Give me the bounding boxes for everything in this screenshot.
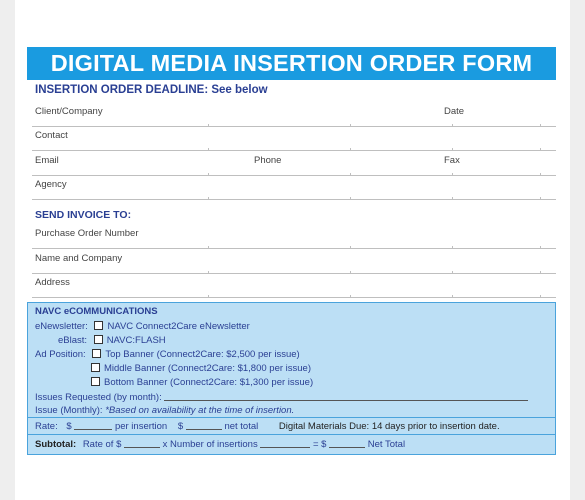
divider [28,417,555,418]
send-invoice-heading: SEND INVOICE TO: [35,209,132,221]
subtotal-net-label: Net Total [367,439,406,450]
row-tick [208,246,209,249]
ecomm-heading: NAVC eCOMMUNICATIONS [35,306,158,317]
subtotal-equals: = $ [312,439,327,450]
name-company-label: Name and Company [35,253,123,264]
address-row[interactable] [32,274,556,298]
row-tick [540,246,541,249]
per-insertion-label: per insertion [114,421,168,432]
row-tick [540,197,541,200]
top-banner-option: Top Banner (Connect2Care: $2,500 per issue) [105,349,300,360]
issues-requested-label: Issues Requested (by month): [35,392,162,403]
eblast-option: NAVC:FLASH [106,335,166,346]
row-tick [208,295,209,298]
subtotal-insertions-field[interactable] [260,439,310,448]
name-company-row[interactable] [32,250,556,274]
contact-row[interactable] [32,127,556,151]
rate-field[interactable] [74,421,112,430]
digital-due-text: Digital Materials Due: 14 days prior to insertion date. [278,421,500,432]
date-label: Date [444,106,465,117]
subtotal-line [35,439,405,450]
form-title: DIGITAL MEDIA INSERTION ORDER FORM [27,47,556,80]
client-row[interactable] [32,103,556,127]
phone-label: Phone [254,155,282,166]
rate-dollar-2: $ [177,421,184,432]
net-total-field[interactable] [186,421,222,430]
rate-label: Rate: [35,421,58,432]
row-tick [452,246,453,249]
subtotal-insertions-label: x Number of insertions [162,439,258,450]
eblast-label: eBlast: [58,335,88,346]
issue-monthly-line [35,405,294,416]
rate-dollar: $ [66,421,72,432]
enewsletter-option: NAVC Connect2Care eNewsletter [107,321,250,332]
po-row[interactable] [32,225,556,249]
row-tick [452,148,453,151]
middle-banner-line [91,363,311,374]
issues-requested-line [35,392,528,403]
net-total-label: net total [224,421,259,432]
row-tick [540,295,541,298]
row-tick [350,246,351,249]
row-tick [540,148,541,151]
middle-banner-option: Middle Banner (Connect2Care: $1,800 per issue) [104,363,312,374]
subtotal-rate-label: Rate of $ [82,439,122,450]
row-tick [208,148,209,151]
row-tick [350,148,351,151]
address-label: Address [35,277,70,288]
divider-2 [28,434,555,435]
eblast-line [58,335,166,346]
ad-position-line [35,349,300,360]
email-row[interactable] [32,152,556,176]
po-label: Purchase Order Number [35,228,139,239]
ecommunications-box [27,302,556,455]
enewsletter-line [35,321,250,332]
rate-line [35,421,500,432]
email-label: Email [35,155,59,166]
ad-position-label: Ad Position: [35,349,86,360]
order-form-page [15,0,570,500]
fax-label: Fax [444,155,460,166]
contact-label: Contact [35,130,68,141]
bottom-banner-option: Bottom Banner (Connect2Care: $1,300 per issue) [104,377,314,388]
middle-banner-checkbox[interactable] [91,363,100,372]
agency-row[interactable] [32,176,556,200]
eblast-checkbox[interactable] [94,335,103,344]
deadline-text: INSERTION ORDER DEADLINE: See below [35,84,268,96]
bottom-banner-checkbox[interactable] [91,377,100,386]
enewsletter-label: eNewsletter: [35,321,88,332]
agency-label: Agency [35,179,67,190]
row-tick [208,197,209,200]
bottom-banner-line [91,377,313,388]
issue-monthly-note: *Based on availability at the time of insertion. [105,405,295,416]
client-label: Client/Company [35,106,103,117]
issue-monthly-label: Issue (Monthly): [35,405,103,416]
row-tick [350,295,351,298]
row-tick [452,295,453,298]
subtotal-label: Subtotal: [35,439,77,450]
row-tick [350,197,351,200]
subtotal-rate-field[interactable] [124,439,160,448]
subtotal-net-field[interactable] [329,439,365,448]
top-banner-checkbox[interactable] [92,349,101,358]
row-tick [452,197,453,200]
issues-requested-field[interactable] [164,392,528,401]
enewsletter-checkbox[interactable] [94,321,103,330]
